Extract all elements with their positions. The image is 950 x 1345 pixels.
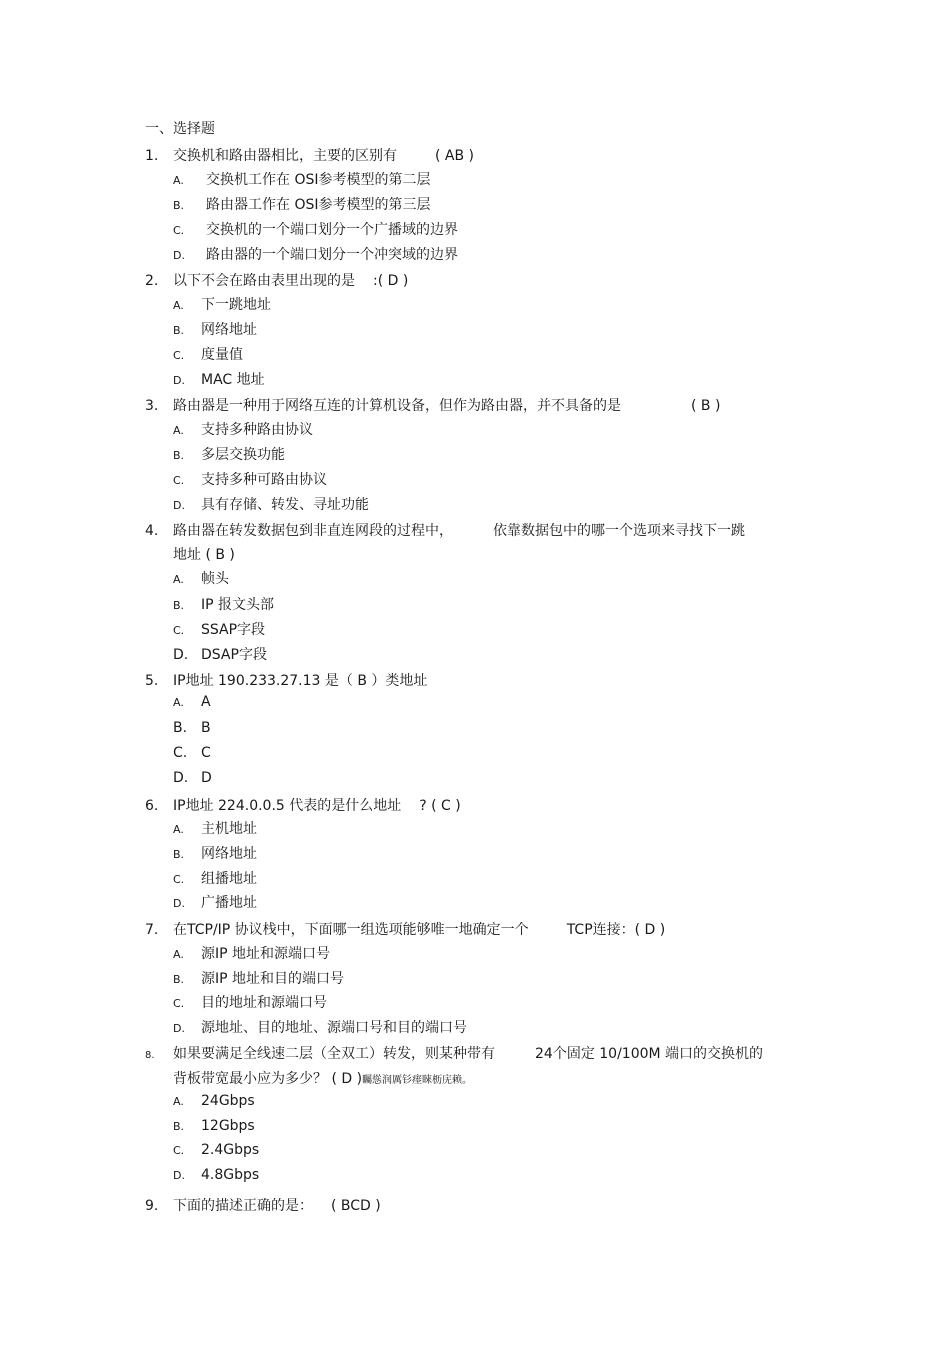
question-number: 9. — [145, 1198, 159, 1214]
option — [173, 194, 431, 214]
option-text: 帧头 — [201, 571, 229, 587]
question-text: IP地址 224.0.0.5 代表的是什么地址 — [173, 798, 402, 814]
question-continuation — [173, 1068, 472, 1088]
option — [173, 968, 344, 988]
option — [173, 568, 229, 588]
option — [173, 1118, 255, 1134]
question-text: 路由器在转发数据包到非直连网段的过程中， — [173, 523, 453, 539]
option — [173, 745, 211, 761]
option-text: 广播地址 — [201, 895, 257, 911]
question-9 — [145, 1195, 381, 1215]
question-number: 4. — [145, 523, 159, 539]
option — [173, 1017, 467, 1037]
question-answer: :( D ) — [373, 273, 409, 289]
option — [173, 469, 327, 489]
option-label: D. — [173, 499, 185, 512]
option-label: B. — [173, 324, 185, 337]
question-number: 5. — [145, 673, 159, 689]
option-text: 目的地址和源端口号 — [201, 995, 327, 1011]
option-text: 24Gbps — [201, 1093, 255, 1109]
option-label: B. — [173, 599, 185, 612]
option-label: C. — [173, 997, 185, 1010]
option-label: A. — [173, 424, 184, 437]
option-label: B. — [173, 1120, 185, 1133]
option-label: D. — [173, 1169, 185, 1182]
option — [173, 594, 274, 614]
question-number: 1. — [145, 148, 159, 164]
question-text: 路由器是一种用于网络互连的计算机设备，但作为路由器，并不具备的是 — [173, 398, 621, 414]
option-text: 多层交换功能 — [201, 447, 285, 463]
option-label: A. — [173, 299, 184, 312]
question-answer: ( B ) — [691, 398, 721, 414]
option-text: 支持多种可路由协议 — [201, 472, 327, 488]
option — [173, 494, 369, 514]
option-text: SSAP字段 — [201, 622, 266, 638]
option-label: B. — [173, 449, 185, 462]
option-label: C. — [173, 745, 188, 761]
option-label: D. — [173, 647, 189, 663]
option-label: D. — [173, 374, 185, 387]
option-label: A. — [173, 696, 184, 709]
option-text: 12Gbps — [201, 1118, 255, 1134]
option — [173, 644, 267, 664]
option-label: C. — [173, 873, 185, 886]
option — [173, 219, 458, 239]
question-text: 交换机和路由器相比，主要的区别有 — [173, 148, 397, 164]
section-title: 一、选择题 — [145, 121, 215, 137]
option-text: 网络地址 — [201, 846, 257, 862]
option-label: C. — [173, 1144, 185, 1157]
question-text: 以下不会在路由表里出现的是 — [173, 273, 355, 289]
option-label: D. — [173, 897, 185, 910]
question-text-continued: 依靠数据包中的哪一个选项来寻找下一跳 — [493, 523, 745, 539]
option-text: 路由器的一个端口划分一个冲突域的边界 — [206, 247, 458, 263]
question-4 — [145, 520, 745, 540]
option — [173, 369, 265, 389]
option-text: 度量值 — [201, 347, 243, 363]
option-text: 源IP 地址和目的端口号 — [201, 971, 345, 987]
question-text: 下面的描述正确的是： — [173, 1198, 313, 1214]
option-label: D. — [173, 249, 185, 262]
option-label: B. — [173, 973, 185, 986]
option-text: 支持多种路由协议 — [201, 422, 313, 438]
option-text: 具有存储、转发、寻址功能 — [201, 497, 369, 513]
option — [173, 892, 257, 912]
option — [173, 344, 243, 364]
question-answer: ( AB ) — [435, 148, 475, 164]
option-label: A. — [173, 174, 184, 187]
question-6 — [145, 795, 461, 815]
question-text-continued: 24个固定 10/100M 端口的交换机的 — [535, 1046, 764, 1062]
option-text: C — [201, 745, 211, 761]
question-number: 2. — [145, 273, 159, 289]
question-answer: TCP连接：( D ) — [566, 922, 666, 938]
question-number: 6. — [145, 798, 159, 814]
option — [173, 694, 211, 710]
option-text: DSAP字段 — [201, 647, 267, 663]
option-text: 下一跳地址 — [201, 297, 271, 313]
option-label: C. — [173, 624, 185, 637]
option — [173, 419, 313, 439]
question-number: 8. — [145, 1050, 155, 1061]
question-answer: ( BCD ) — [331, 1198, 381, 1214]
question-5 — [145, 670, 427, 690]
option — [173, 1167, 259, 1183]
question-text: 在TCP/IP 协议栈中，下面哪一组选项能够唯一地确定一个 — [173, 922, 529, 938]
option-text: IP 报文头部 — [201, 597, 275, 613]
option-label: C. — [173, 474, 185, 487]
option — [173, 1093, 255, 1109]
option-label: D. — [173, 1022, 185, 1035]
option-label: C. — [173, 224, 185, 237]
question-2 — [145, 270, 408, 290]
option-label: D. — [173, 770, 189, 786]
question-text: IP地址 190.233.27.13 是（ B ）类地址 — [173, 673, 428, 689]
option — [173, 943, 330, 963]
question-1 — [145, 145, 474, 165]
option — [173, 770, 212, 786]
option-text: 交换机的一个端口划分一个广播域的边界 — [206, 222, 458, 238]
option — [173, 992, 327, 1012]
garbled-text: 矚慫润厲钐瘗睞枥庑赖。 — [362, 1075, 473, 1086]
option — [173, 843, 257, 863]
option-label: B. — [173, 720, 188, 736]
option — [173, 868, 257, 888]
option-label: A. — [173, 573, 184, 586]
question-3 — [145, 395, 720, 415]
option — [173, 244, 458, 264]
question-text: 如果要满足全线速二层（全双工）转发，则某种带有 — [173, 1046, 495, 1062]
option-label: B. — [173, 848, 185, 861]
question-number: 3. — [145, 398, 159, 414]
question-7 — [145, 919, 665, 939]
question-answer: ? ( C ) — [419, 798, 461, 814]
option — [173, 444, 285, 464]
option-label: C. — [173, 349, 185, 362]
option-text: B — [201, 720, 211, 736]
option-text: 4.8Gbps — [201, 1167, 260, 1183]
question-8 — [145, 1043, 763, 1063]
option — [173, 720, 211, 736]
option-text: 路由器工作在 OSI参考模型的第三层 — [206, 197, 431, 213]
question-continuation-text: 背板带宽最小应为多少？ ( D ) — [173, 1071, 363, 1087]
option — [173, 619, 265, 639]
option — [173, 319, 257, 339]
option-text: A — [201, 694, 211, 710]
option-text: D — [201, 770, 212, 786]
option-label: B. — [173, 199, 185, 212]
option-text: 源地址、目的地址、源端口号和目的端口号 — [201, 1020, 467, 1036]
option-label: A. — [173, 948, 184, 961]
option — [173, 294, 271, 314]
option-text: 主机地址 — [201, 821, 257, 837]
option — [173, 818, 257, 838]
option-text: 源IP 地址和源端口号 — [201, 946, 331, 962]
option-label: A. — [173, 1095, 184, 1108]
question-number: 7. — [145, 922, 159, 938]
option-text: 网络地址 — [201, 322, 257, 338]
option — [173, 169, 431, 189]
option-text: 2.4Gbps — [201, 1142, 260, 1158]
option-text: 组播地址 — [201, 871, 257, 887]
option-label: A. — [173, 823, 184, 836]
option — [173, 1142, 259, 1158]
option-text: 交换机工作在 OSI参考模型的第二层 — [206, 172, 431, 188]
option-text: MAC 地址 — [201, 372, 265, 388]
question-continuation: 地址 ( B ) — [173, 547, 235, 563]
